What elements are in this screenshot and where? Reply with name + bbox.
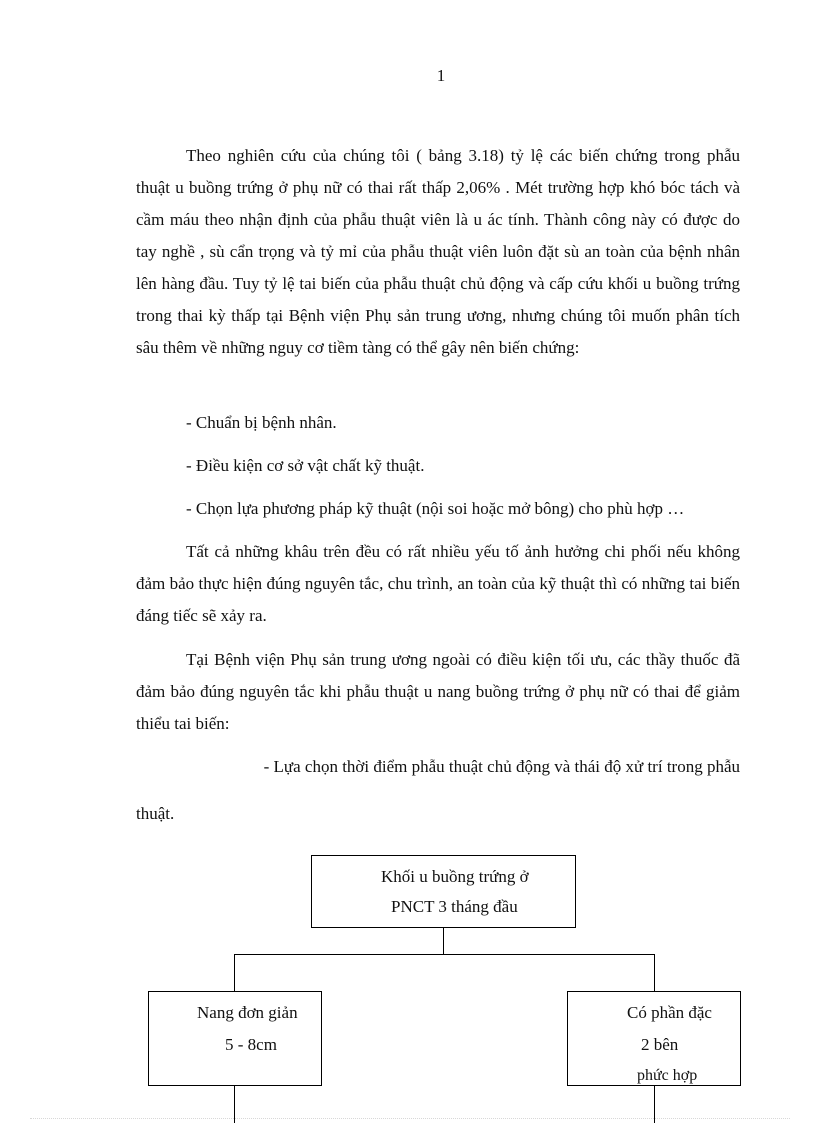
flowchart-right-box [567, 991, 741, 1086]
paragraph-3: Tại Bệnh viện Phụ sản trung ương ngoài có điều kiện tối ưu, các thầy thuốc đã đảm bảo đúng nguyên tắc khi phẫu thuật u nang buồng trứng ở phụ nữ có thai để giảm thiểu tai biến: [136, 650, 740, 733]
indented-item-line-1: - Lựa chọn thời điểm phẫu thuật chủ động và thái độ xử trí trong phẫu [263, 757, 740, 776]
page-number: 1 [436, 66, 446, 85]
page-bottom-divider [30, 1118, 790, 1119]
bullet-item-2: - Điều kiện cơ sở vật chất kỹ thuật. [186, 456, 425, 475]
left-label-line-2: 5 - 8cm [225, 1035, 277, 1054]
right-label-line-1: Có phần đặc [627, 1003, 712, 1022]
indented-item-line-2: thuật. [136, 804, 175, 823]
connector-right-down [654, 954, 655, 991]
right-label-line-3: phức hợp [637, 1067, 698, 1084]
connector-horizontal [234, 954, 655, 955]
bullet-item-1: - Chuẩn bị bệnh nhân. [186, 413, 337, 432]
connector-left-down [234, 954, 235, 991]
root-label-line-1: Khối u buồng trứng ở [381, 867, 529, 886]
right-label-line-2: 2 bên [641, 1035, 679, 1054]
root-label-line-2: PNCT 3 tháng đầu [391, 897, 518, 916]
bullet-item-3: - Chọn lựa phương pháp kỹ thuật (nội soi hoặc mở bông) cho phù hợp … [186, 499, 685, 518]
flowchart-left-box [148, 991, 322, 1086]
paragraph-1: Theo nghiên cứu của chúng tôi ( bảng 3.18) tỷ lệ các biến chứng trong phẫu thuật u buồng trứng ở phụ nữ có thai rất thấp 2,06% . Mét trường hợp khó bóc tách và cầm máu theo nhận định của phẫu thuật viên là u ác tính. Thành công này có được do tay nghề , sù cẩn trọng và tỷ mỉ của phẫu thuật viên luôn đặt sù an toàn của bệnh nhân lên hàng đầu. Tuy tỷ lệ tai biến của phẫu thuật chủ động và cấp cứu khối u buồng trứng trong thai kỳ thấp tại Bệnh viện Phụ sản trung ương, nhưng chúng tôi muốn phân tích sâu thêm về những nguy cơ tiềm tàng có thể gây nên biến chứng: [136, 146, 740, 357]
flowchart-root-box [311, 855, 576, 928]
connector-root-down [443, 928, 444, 954]
left-label-line-1: Nang đơn giản [197, 1003, 298, 1022]
paragraph-2: Tất cả những khâu trên đều có rất nhiều yếu tố ảnh hưởng chi phối nếu không đảm bảo thực hiện đúng nguyên tắc, chu trình, an toàn của kỹ thuật thì có những tai biến đáng tiếc sẽ xảy ra. [136, 542, 740, 625]
